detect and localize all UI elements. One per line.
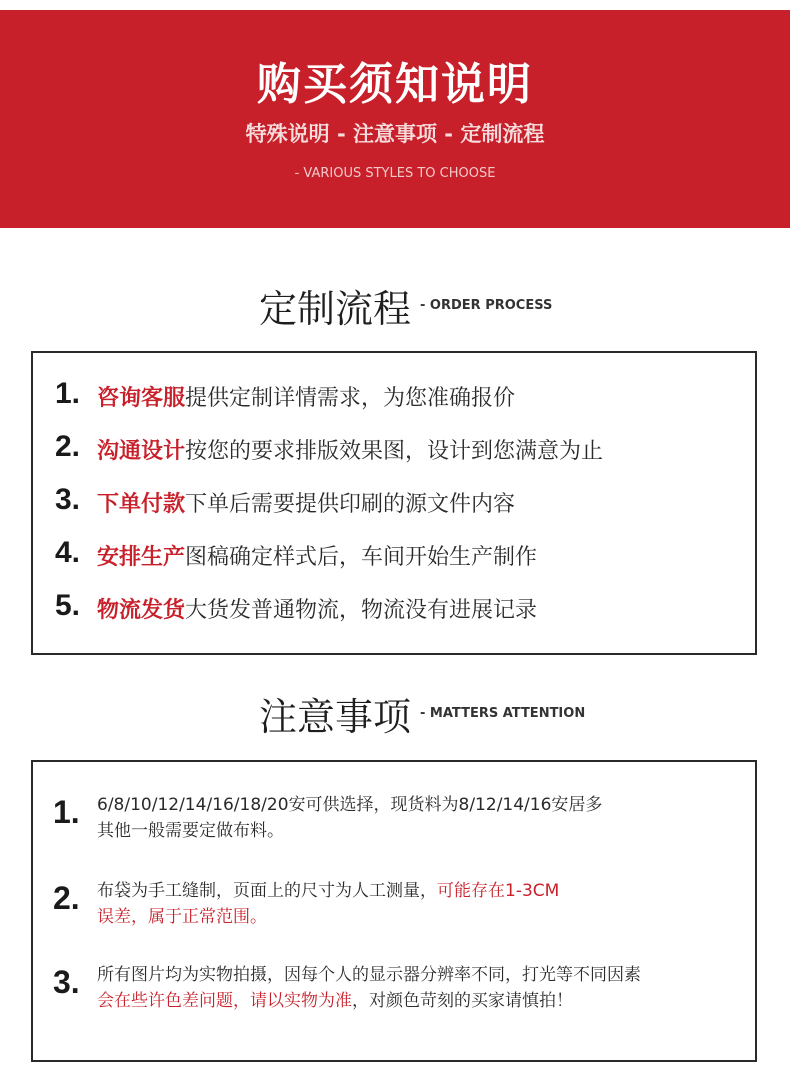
attention-note [53, 878, 743, 938]
attention-note [53, 792, 743, 852]
note-highlight: 误差，属于正常范围。 [97, 907, 267, 927]
attention-heading [0, 686, 790, 746]
header-banner [0, 10, 790, 228]
order-process-heading [0, 278, 790, 338]
note-line: 6/8/10/12/14/16/18/20安可供选择，现货料为8/12/14/16安居多 [97, 795, 603, 815]
attention-title: 注意事项 [259, 695, 412, 739]
order-process-subtitle: - ORDER PROCESS [420, 298, 553, 313]
order-process-title: 定制流程 [259, 287, 412, 331]
step-number: 2. [55, 430, 81, 463]
attention-note [53, 962, 743, 1022]
note-line-part: 布袋为手工缝制，页面上的尺寸为人工测量， [97, 881, 437, 901]
banner-title: 购买须知说明 [257, 59, 533, 110]
step-keyword: 咨询客服 [97, 386, 186, 411]
banner-english-tagline: - VARIOUS STYLES TO CHOOSE [294, 166, 496, 181]
step-description: 下单后需要提供印刷的源文件内容 [185, 492, 516, 517]
attention-box [31, 760, 757, 1062]
step-description: 按您的要求排版效果图，设计到您满意为止 [185, 439, 604, 464]
step-description: 大货发普通物流，物流没有进展记录 [185, 598, 538, 623]
step-description: 提供定制详情需求，为您准确报价 [185, 386, 516, 411]
note-line: 其他一般需要定做布料。 [97, 821, 284, 841]
step-keyword: 安排生产 [97, 545, 186, 570]
step-description: 图稿确定样式后，车间开始生产制作 [185, 545, 538, 570]
attention-subtitle: - MATTERS ATTENTION [420, 706, 586, 721]
note-line-part: ，对颜色苛刻的买家请慎拍！ [352, 991, 573, 1011]
step-keyword: 物流发货 [97, 598, 186, 623]
note-number: 3. [53, 964, 80, 1000]
banner-subtitle: 特殊说明 - 注意事项 - 定制流程 [245, 122, 545, 146]
step-number: 3. [55, 483, 81, 516]
order-process-box [31, 351, 757, 655]
note-number: 1. [53, 794, 80, 830]
step-number: 1. [55, 377, 81, 410]
note-highlight: 会在些许色差问题，请以实物为准 [97, 991, 352, 1011]
step-keyword: 下单付款 [97, 492, 186, 517]
note-line: 所有图片均为实物拍摄，因每个人的显示器分辨率不同，打光等不同因素 [97, 965, 641, 985]
note-number: 2. [53, 880, 80, 916]
step-number: 4. [55, 536, 81, 569]
note-highlight: 可能存在1-3CM [437, 881, 560, 901]
step-number: 5. [55, 589, 81, 622]
step-keyword: 沟通设计 [97, 439, 186, 464]
